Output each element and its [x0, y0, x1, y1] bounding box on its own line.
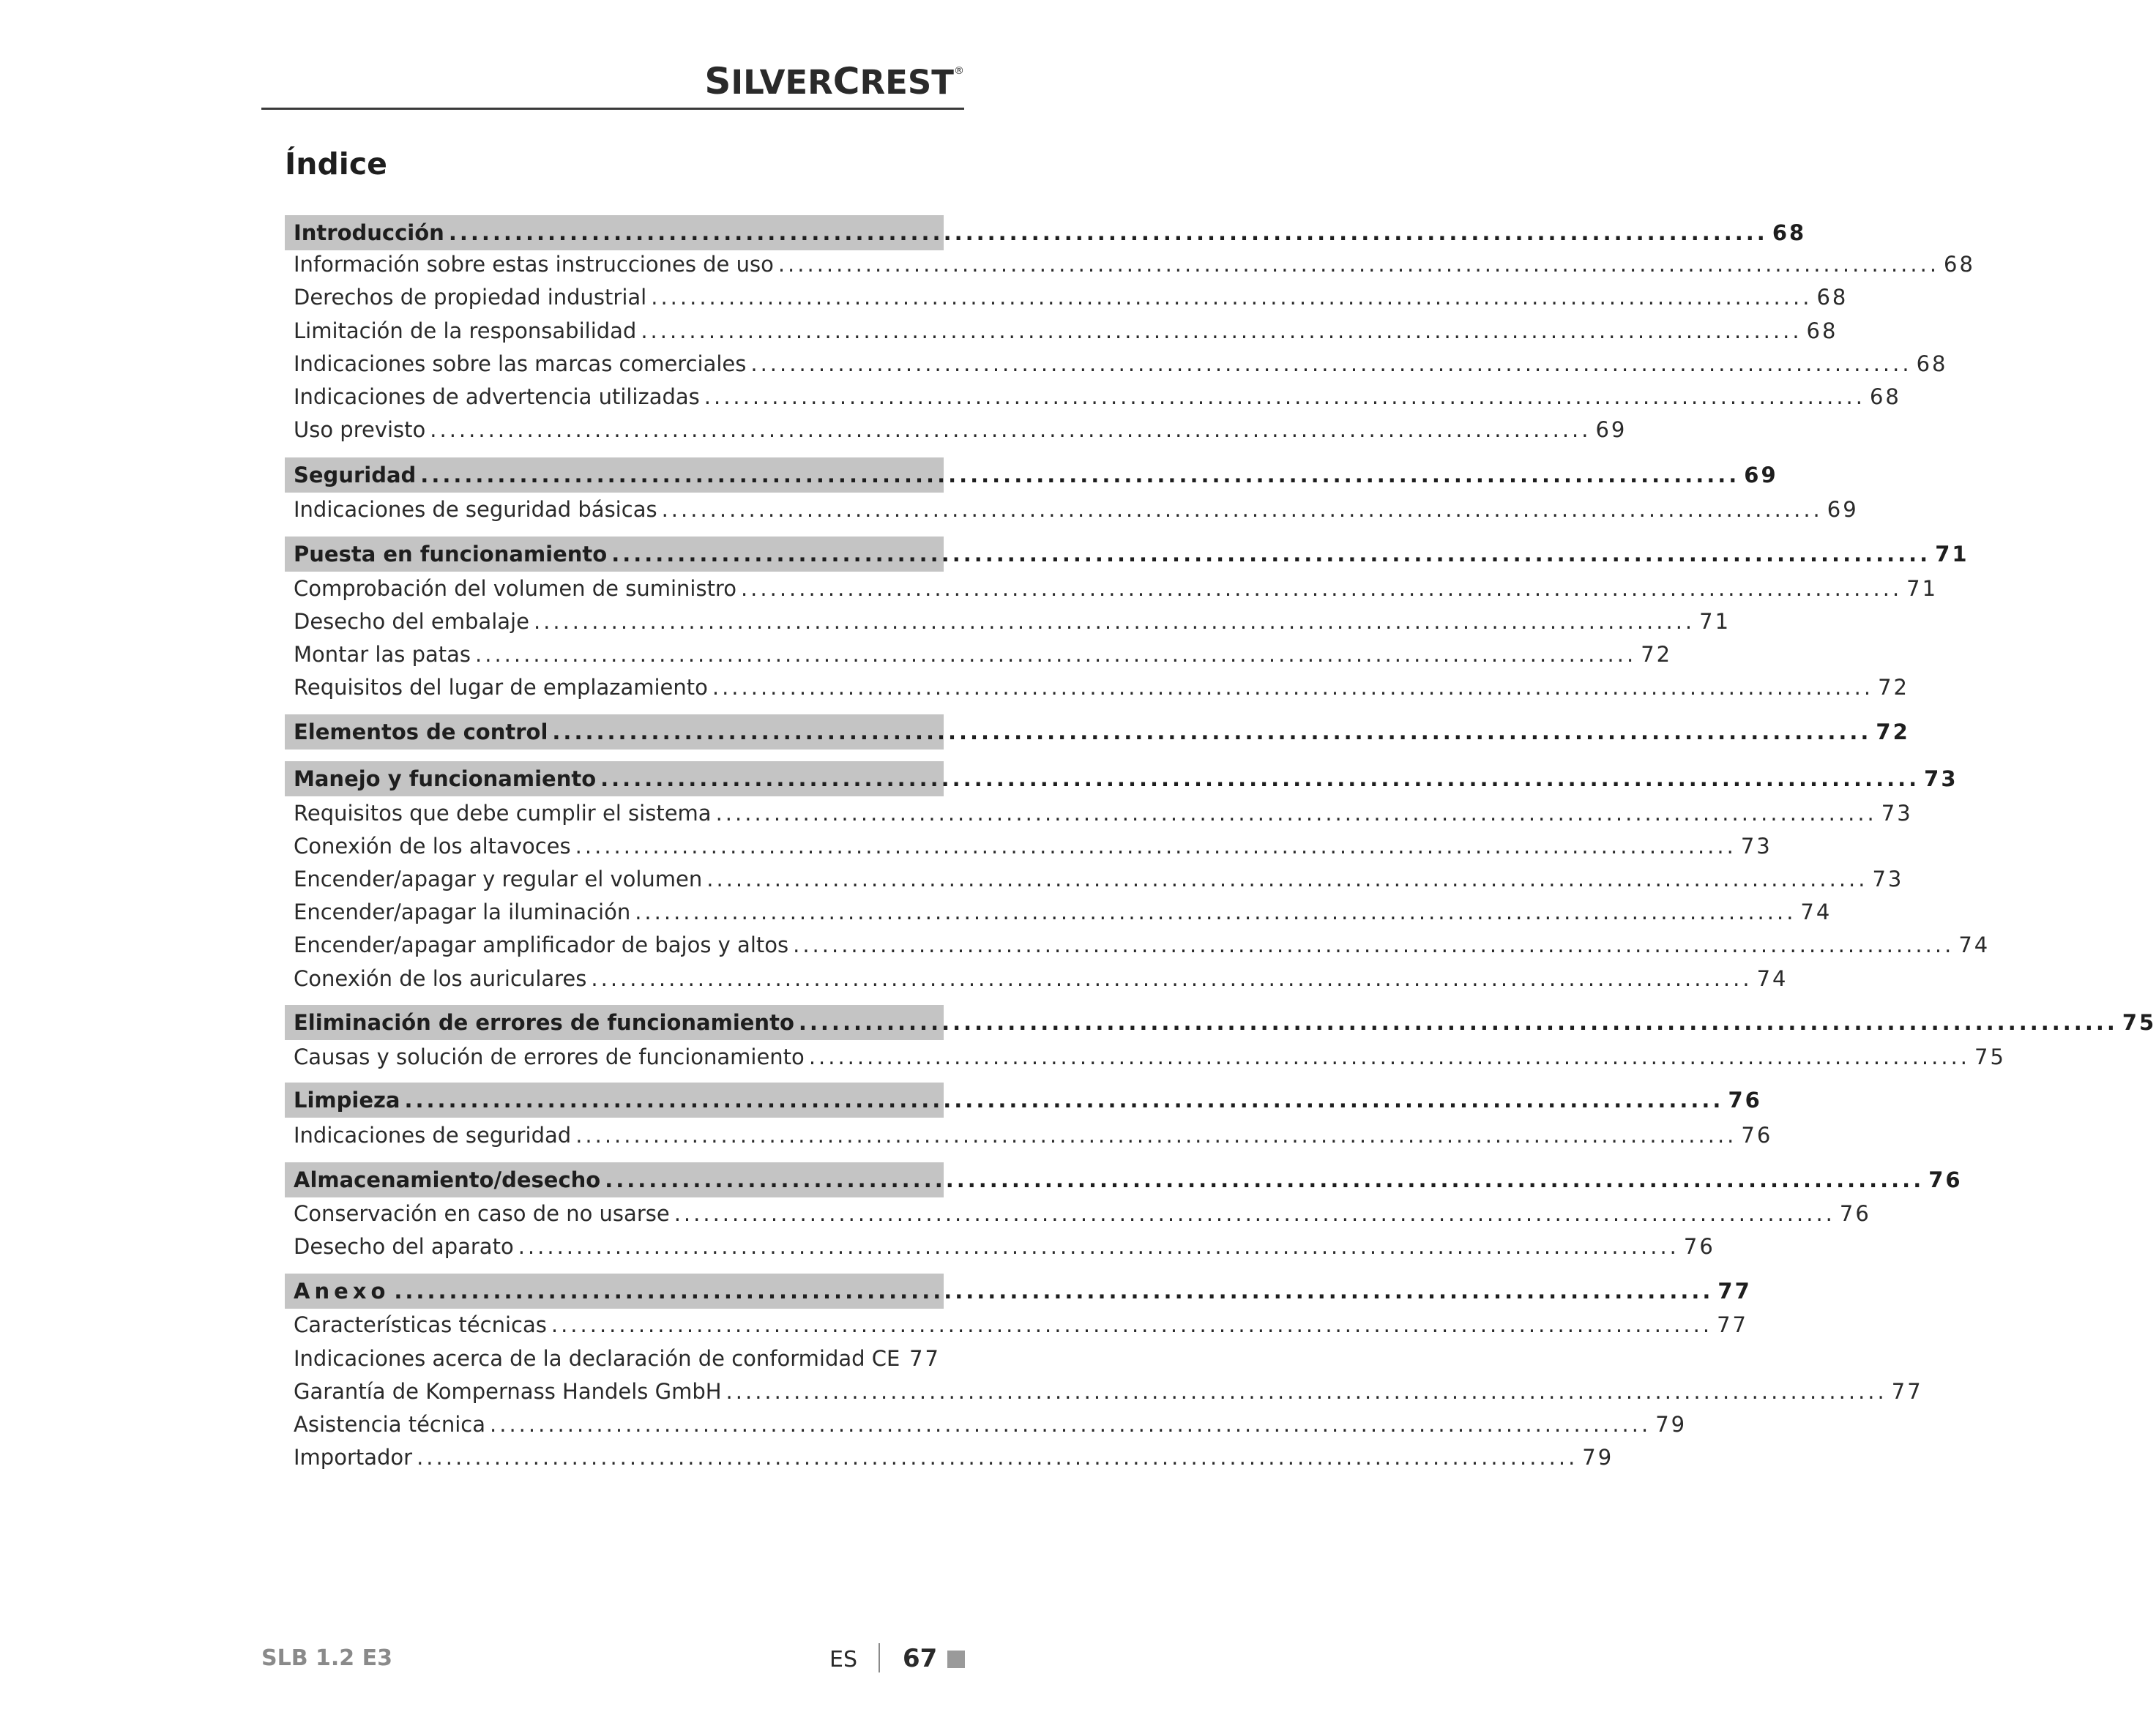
brand-logo: SILVERCREST® [704, 60, 964, 102]
toc-leader-dots: ........................................................................................................................ [808, 1044, 1971, 1069]
toc-page-number: 74 [1756, 966, 1788, 991]
toc-page-number: 71 [1935, 542, 1969, 567]
toc-page-number: 69 [1595, 417, 1627, 442]
toc-page-number: 68 [1772, 220, 1807, 245]
toc-page-number: 68 [1916, 351, 1948, 376]
toc-page-number: 68 [1869, 384, 1901, 409]
toc-page-number: 74 [1958, 932, 1991, 957]
toc-label: Importador [294, 1445, 413, 1470]
toc-page-number: 77 [1717, 1312, 1748, 1337]
toc-page-number: 72 [1641, 642, 1673, 667]
toc-page-number: 77 [1891, 1379, 1923, 1404]
toc-entry-row[interactable] [285, 962, 1788, 995]
toc-label: Uso previsto [294, 417, 426, 442]
toc-label: Garantía de Kompernass Handels GmbH [294, 1379, 722, 1404]
toc-label: Desecho del embalaje [294, 609, 529, 634]
toc-page-number: 74 [1800, 900, 1832, 924]
toc-leader-dots: ........................................................................................................................ [715, 801, 1877, 826]
toc-page-number: 76 [1683, 1234, 1715, 1259]
toc-leader-dots: ........................................................................................................................ [417, 1445, 1578, 1470]
toc-label: Comprobación del volumen de suministro [294, 576, 736, 601]
toc-page-number: 73 [1924, 766, 1958, 791]
toc-leader-dots: ........................................................................................................................ [475, 642, 1637, 667]
toc-leader-dots: ........................................................................................................................ [750, 351, 1912, 376]
toc-page-number: 77 [1717, 1279, 1752, 1304]
toc-page-number: 77 [909, 1346, 941, 1371]
toc-leader-dots: ........................................................................................................................ [777, 252, 1940, 277]
toc-label: Eliminación de errores de funcionamiento [294, 1010, 794, 1035]
toc-label: Indicaciones sobre las marcas comerciales [294, 351, 747, 376]
toc-entry-row[interactable] [285, 281, 1849, 313]
toc-leader-dots: ........................................................................................................................ [651, 285, 1813, 310]
toc-label: Elementos de control [294, 719, 548, 744]
toc-page-number: 72 [1876, 719, 1910, 744]
toc-label: Limpieza [294, 1088, 400, 1113]
footer-square-marker [947, 1651, 965, 1668]
toc-entry-row[interactable] [285, 1309, 1748, 1341]
toc-entry-row[interactable] [285, 381, 1901, 413]
toc-page-number: 73 [1740, 834, 1772, 859]
toc-entry-row[interactable] [285, 671, 1909, 703]
toc-label: Encender/apagar y regular el volumen [294, 867, 703, 891]
footer-divider [879, 1643, 880, 1672]
toc-label: Requisitos del lugar de emplazamiento [294, 675, 708, 700]
toc-label: Indicaciones de advertencia utilizadas [294, 384, 700, 409]
toc-leader-dots: ........................................................................................................................ [448, 220, 1768, 245]
toc-page-number: 69 [1744, 463, 1778, 487]
toc-leader-dots: ........................................................................................................................ [533, 609, 1696, 634]
toc-leader-dots: ........................................................................................................................ [591, 966, 1753, 991]
toc-label: Seguridad [294, 463, 417, 487]
toc-section-row[interactable] [285, 714, 1910, 750]
toc-entry-row[interactable] [285, 572, 1939, 605]
toc-leader-dots: ........................................................................................................................ [394, 1279, 1714, 1304]
toc-label: Conexión de los auriculares [294, 966, 587, 991]
toc-section-row[interactable] [285, 457, 1778, 493]
toc-label: Almacenamiento/desecho [294, 1167, 601, 1192]
toc-leader-dots: ........................................................................................................................ [793, 932, 1955, 957]
toc-leader-dots: ........................................................................................................................ [430, 417, 1592, 442]
footer-language: ES [829, 1647, 857, 1672]
toc-leader-dots: ........................................................................................................................ [490, 1412, 1652, 1437]
toc-section-row[interactable] [285, 1005, 2156, 1040]
toc-leader-dots: ........................................................................................................................ [551, 1312, 1713, 1337]
toc-page-number: 76 [1839, 1201, 1871, 1226]
toc-page-number: 71 [1699, 609, 1731, 634]
toc-label: Asistencia técnica [294, 1412, 486, 1437]
toc-leader-dots: ........................................................................................................................ [725, 1379, 1887, 1404]
toc-label: Encender/apagar amplificador de bajos y altos [294, 932, 789, 957]
footer-model: SLB 1.2 E3 [261, 1645, 392, 1671]
toc-page-number: 68 [1944, 252, 1975, 277]
toc-label: Desecho del aparato [294, 1234, 514, 1259]
toc-entry-row[interactable] [285, 1197, 1871, 1230]
toc-section-row[interactable] [285, 761, 1958, 796]
toc-page-number: 71 [1906, 576, 1939, 601]
toc-page-number: 68 [1806, 318, 1838, 343]
toc-page-number: 69 [1827, 497, 1859, 522]
toc-label: Introducción [294, 220, 444, 245]
toc-entry-row[interactable] [285, 414, 1627, 446]
toc-entry-row[interactable] [285, 1230, 1715, 1263]
toc-leader-dots: ........................................................................................................................ [611, 542, 1931, 567]
toc-leader-dots: ........................................................................................................................ [641, 318, 1802, 343]
toc-leader-dots: ........................................................................................................................ [575, 834, 1737, 859]
toc-section-row[interactable] [285, 215, 1807, 250]
toc-leader-dots: ........................................................................................................................ [740, 576, 1903, 601]
toc-entry-row[interactable] [285, 1375, 1923, 1408]
toc-entry-row[interactable] [285, 797, 1913, 829]
toc-page-number: 76 [1728, 1088, 1762, 1113]
toc-leader-dots: ........................................................................................................................ [605, 1167, 1925, 1192]
toc-leader-dots: ........................................................................................................................ [674, 1201, 1835, 1226]
toc-label: Indicaciones acerca de la declaración de conformidad CE [294, 1346, 900, 1371]
toc-page-number: 76 [1928, 1167, 1963, 1192]
toc-entry-row[interactable] [285, 493, 1859, 526]
toc-entry-row[interactable] [285, 1119, 1773, 1151]
toc-page-number: 72 [1878, 675, 1909, 700]
toc-label: Requisitos que debe cumplir el sistema [294, 801, 712, 826]
toc-leader-dots: ........................................................................................................................ [661, 497, 1823, 522]
toc-entry-row[interactable] [285, 1342, 944, 1375]
toc-label: Conexión de los altavoces [294, 834, 571, 859]
toc-label: Derechos de propiedad industrial [294, 285, 647, 310]
toc-label: Limitación de la responsabilidad [294, 318, 637, 343]
toc-leader-dots: ........................................................................................................................ [552, 719, 1872, 744]
toc-label: Conservación en caso de no usarse [294, 1201, 670, 1226]
toc-page-number: 76 [1741, 1123, 1773, 1148]
toc-label: Indicaciones de seguridad [294, 1123, 572, 1148]
toc-page-number: 75 [1974, 1044, 2006, 1069]
toc-leader-dots: ........................................................................................................................ [575, 1123, 1737, 1148]
toc-leader-dots: ........................................................................................................................ [420, 463, 1740, 487]
toc-label: Puesta en funcionamiento [294, 542, 608, 567]
toc-leader-dots: ........................................................................................................................ [518, 1234, 1679, 1259]
page-title: Índice [285, 146, 387, 182]
header-rule [261, 108, 964, 110]
toc-leader-dots: ........................................................................................................................ [404, 1088, 1724, 1113]
toc-entry-row[interactable] [285, 315, 1838, 347]
toc-leader-dots: ........................................................................................................................ [706, 867, 1868, 891]
toc-entry-row[interactable] [285, 929, 1991, 961]
toc-label: Indicaciones de seguridad básicas [294, 497, 657, 522]
toc-section-row[interactable] [285, 1083, 1762, 1118]
toc-leader-dots: ........................................................................................................................ [798, 1010, 2118, 1035]
toc-label: Encender/apagar la iluminación [294, 900, 631, 924]
toc-page-number: 73 [1872, 867, 1904, 891]
toc-entry-row[interactable] [285, 1408, 1687, 1440]
toc-label: Anexo [294, 1279, 390, 1304]
toc-page-number: 79 [1655, 1412, 1687, 1437]
toc-page-number: 79 [1582, 1445, 1614, 1470]
toc-label: Información sobre estas instrucciones de uso [294, 252, 774, 277]
toc-leader-dots: ........................................................................................................................ [600, 766, 1920, 791]
toc-entry-row[interactable] [285, 1441, 1614, 1473]
toc-section-row[interactable] [285, 1274, 1752, 1309]
toc-page-number: 75 [2122, 1010, 2156, 1035]
toc-entry-row[interactable] [285, 1041, 2006, 1073]
toc-leader-dots: ........................................................................................................................ [712, 675, 1874, 700]
toc-entry-row[interactable] [285, 638, 1673, 670]
footer-page-number: 67 [903, 1644, 938, 1673]
toc-entry-row[interactable] [285, 605, 1731, 638]
toc-entry-row[interactable] [285, 896, 1832, 928]
toc-label: Causas y solución de errores de funcionamiento [294, 1044, 805, 1069]
toc-entry-row[interactable] [285, 830, 1772, 862]
toc-entry-row[interactable] [285, 348, 1948, 380]
toc-page-number: 68 [1816, 285, 1849, 310]
toc-label: Manejo y funcionamiento [294, 766, 597, 791]
toc-leader-dots: ........................................................................................................................ [635, 900, 1797, 924]
toc-page-number: 73 [1881, 801, 1913, 826]
toc-entry-row[interactable] [285, 863, 1904, 895]
toc-label: Características técnicas [294, 1312, 547, 1337]
toc-section-row[interactable] [285, 1162, 1963, 1197]
toc-label: Montar las patas [294, 642, 471, 667]
toc-leader-dots: ........................................................................................................................ [704, 384, 1865, 409]
toc-section-row[interactable] [285, 537, 1969, 572]
toc-entry-row[interactable] [285, 248, 1975, 280]
